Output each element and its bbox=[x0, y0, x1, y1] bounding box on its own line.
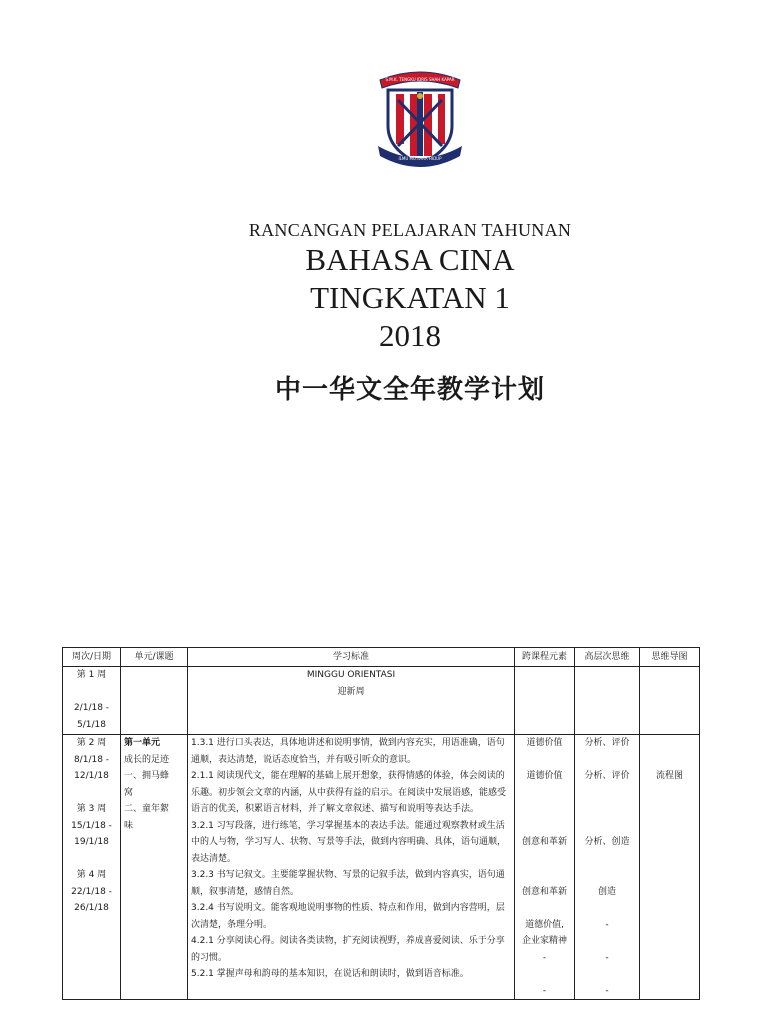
standard-cell bbox=[188, 735, 515, 1000]
standard-item: 4.2.1 分享阅读心得。阅读各类读物，扩充阅读视野，养成喜爱阅读、乐于分享的习惯。 bbox=[191, 936, 505, 963]
lesson-title: 一、拥马蜂 bbox=[124, 771, 170, 781]
cross-element: 创意和革新 bbox=[521, 886, 567, 897]
cross-element: 道德价值 bbox=[526, 771, 563, 781]
header-hots: 高层次思维 bbox=[575, 648, 640, 667]
map-cell bbox=[640, 735, 700, 1000]
table-header-row bbox=[63, 648, 700, 667]
hots-item: 创造 bbox=[597, 886, 616, 897]
title-block bbox=[0, 216, 768, 406]
standard-item: 2.1.1 阅读现代文，能在理解的基础上展开想象，获得情感的体验，体会阅读的乐趣。初步领会文章的内涵，从中获得有益的启示。在阅读中发展语感，能感受语言的优美，积累语言材料，并了解文章叙述、描写和说明等表达手法。 bbox=[191, 771, 507, 814]
date-start: 8/1/18 - bbox=[73, 754, 110, 765]
date-end: 26/1/18 bbox=[74, 903, 109, 913]
orientation-label: MINGGU ORIENTASI bbox=[306, 670, 396, 680]
form-title: TINGKATAN 1 bbox=[310, 280, 510, 315]
school-crest-logo bbox=[376, 66, 464, 170]
cross-element: 道德价值 bbox=[526, 738, 563, 748]
orientation-label-cn: 迎新周 bbox=[337, 686, 365, 697]
standard-item: 3.2.1 习写段落，进行练笔，学习掌握基本的表达手法。能通过观察教材或生活中的人与物，学习写人、状物、写景等手法，做到内容明确、具体，语句通顺，表达清楚。 bbox=[191, 820, 507, 864]
standard-cell bbox=[188, 667, 515, 735]
week-cell bbox=[63, 735, 121, 1000]
lesson-title-cont: 味 bbox=[124, 820, 134, 831]
hots-item: 分析、创造 bbox=[584, 837, 630, 847]
mind-map-type: 流程图 bbox=[655, 771, 683, 781]
week-cell bbox=[63, 667, 121, 735]
year-title: 2018 bbox=[379, 318, 441, 353]
cross-cell bbox=[515, 735, 575, 1000]
date-end: 5/1/18 bbox=[77, 719, 106, 730]
date-start: 22/1/18 - bbox=[71, 886, 112, 897]
date-start: 15/1/18 - bbox=[71, 820, 112, 831]
header-unit: 单元/课题 bbox=[121, 648, 188, 667]
unit-subtitle: 成长的足迹 bbox=[124, 754, 170, 765]
header-cross-curricular: 跨课程元素 bbox=[515, 648, 575, 667]
standard-item: 5.2.1 掌握声母和韵母的基本知识，在说话和朗读时，做到语音标准。 bbox=[191, 969, 469, 979]
table-row bbox=[63, 735, 700, 1000]
standard-item: 3.2.4 书写说明文。能客观地说明事物的性质、特点和作用，做到内容营明，层次清楚，条理分明。 bbox=[191, 903, 505, 930]
unit-title: 第一单元 bbox=[124, 738, 161, 748]
crest-banner-top: S.M.K. TENGKU IDRIS SHAH KAPAR bbox=[385, 77, 455, 82]
lesson-title-cont: 窝 bbox=[124, 787, 134, 798]
unit-cell bbox=[121, 667, 188, 735]
subject-title: BAHASA CINA bbox=[305, 242, 515, 277]
hots-item: - bbox=[605, 985, 609, 996]
hots-cell bbox=[575, 667, 640, 735]
header-mind-map: 思维导图 bbox=[640, 648, 700, 667]
cross-cell bbox=[515, 667, 575, 735]
plan-title: RANCANGAN PELAJARAN TAHUNAN bbox=[248, 220, 572, 240]
unit-cell bbox=[121, 735, 188, 1000]
lesson-title: 二、童年絮 bbox=[124, 804, 170, 814]
week-label: 第 3 周 bbox=[76, 804, 107, 814]
cross-element: 道德价值, bbox=[525, 919, 564, 930]
yearly-plan-table bbox=[62, 647, 700, 1000]
chinese-title: 中一华文全年教学计划 bbox=[274, 375, 545, 405]
date-start: 2/1/18 - bbox=[73, 703, 110, 713]
date-end: 12/1/18 bbox=[74, 771, 109, 781]
standard-item: 1.3.1 进行口头表达，具体地讲述和说明事情，做到内容充实，用语准确，语句通顺，表达清楚，说话态度恰当，并有吸引听众的意识。 bbox=[191, 738, 505, 765]
week-label: 第 4 周 bbox=[76, 870, 107, 880]
date-end: 19/1/18 bbox=[74, 837, 109, 847]
hots-cell bbox=[575, 735, 640, 1000]
table-row bbox=[63, 667, 700, 735]
hots-item: 分析、评价 bbox=[584, 771, 630, 781]
standard-item: 3.2.3 书写记叙文。主要能掌握状物、写景的记叙手法，做到内容真实，语句通顺，叙事清楚，感情自然。 bbox=[191, 870, 505, 897]
cross-element: - bbox=[542, 952, 547, 963]
week-label: 第 1 周 bbox=[76, 670, 107, 680]
hots-item: - bbox=[605, 919, 609, 930]
cross-element: 创意和革新 bbox=[521, 837, 567, 847]
week-label: 第 2 周 bbox=[76, 738, 107, 748]
map-cell bbox=[640, 667, 700, 735]
hots-item: - bbox=[605, 952, 609, 963]
cross-element: 企业家精神 bbox=[521, 936, 567, 946]
hots-item: 分析、评价 bbox=[584, 738, 630, 748]
header-week-date: 周次/日期 bbox=[63, 648, 121, 667]
crest-banner-bottom: ILMU MUTIARA HIDUP bbox=[398, 156, 442, 161]
cross-element: - bbox=[542, 985, 547, 996]
header-standard: 学习标准 bbox=[188, 648, 515, 667]
